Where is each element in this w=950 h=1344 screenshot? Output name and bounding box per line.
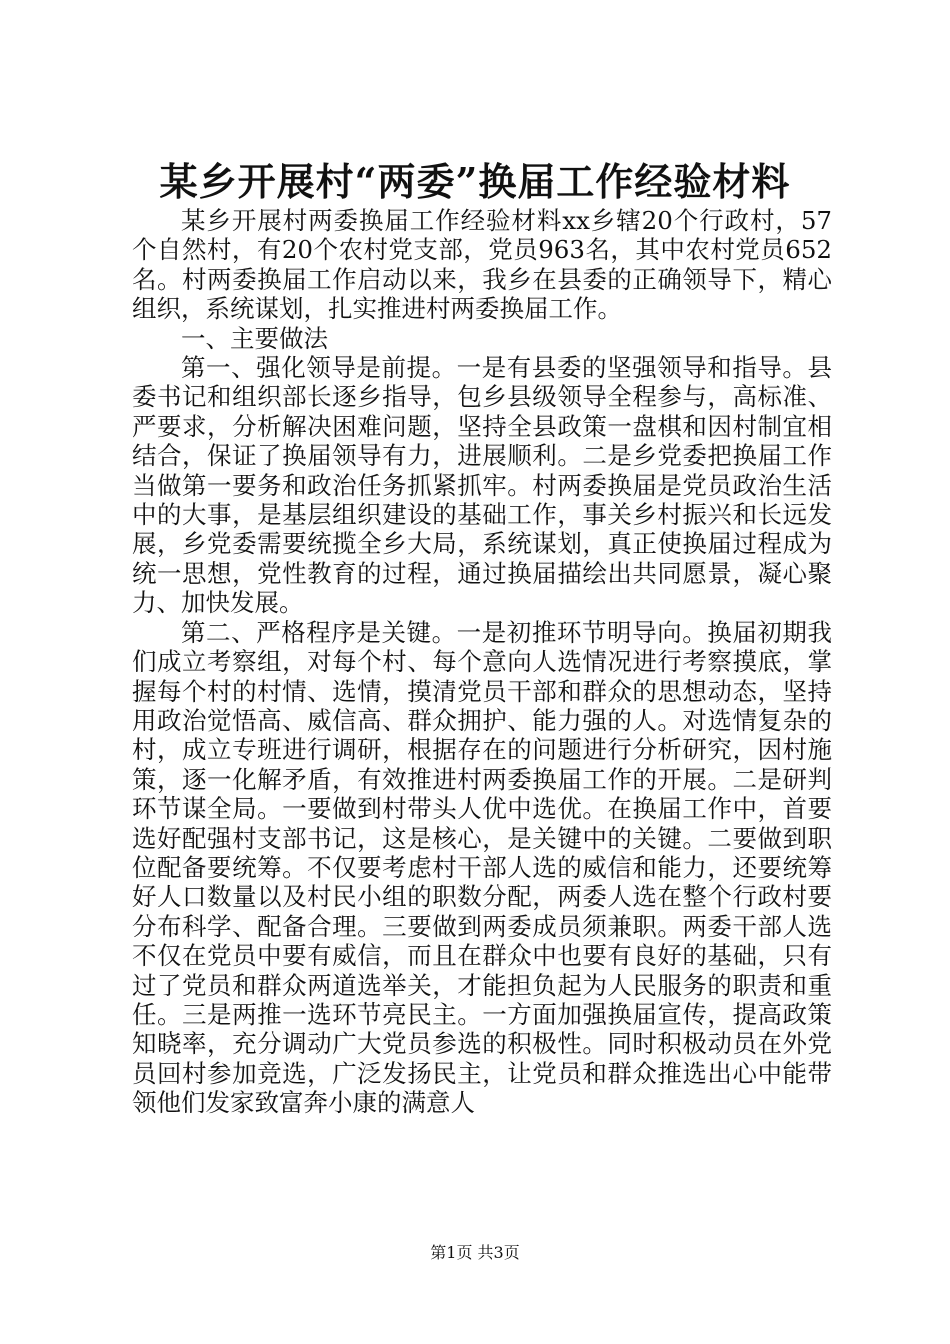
paragraph-strengthen-leadership: 第一、强化领导是前提。一是有县委的坚强领导和指导。县委书记和组织部长逐乡指导，包乡县级领导全程参与，高标准、严要求，分析解决困难问题，坚持全县政策一盘棋和因村制宜相结合，保证了换届领导有力，进展顺利。二是乡党委把换届工作当做第一要务和政治任务抓紧抓牢。村两委换届是党员政治生活中的大事，是基层组织建设的基础工作，事关乡村振兴和长远发展，乡党委需要统揽全乡大局，系统谋划，真正使换届过程成为统一思想，党性教育的过程，通过换届描绘出共同愿景，凝心聚力、加快发展。 xyxy=(132,353,832,618)
intro-paragraph: 某乡开展村两委换届工作经验材料xx乡辖20个行政村，57个自然村，有20个农村党支部，党员963名，其中农村党员652名。村两委换届工作启动以来，我乡在县委的正确领导下，精心组织，系统谋划，扎实推进村两委换届工作。 xyxy=(132,206,832,324)
page-number-footer: 第1页 共3页 xyxy=(430,1243,520,1262)
document-body xyxy=(132,206,832,1118)
section-heading-main-practices: 一、主要做法 xyxy=(181,323,328,353)
paragraph-strict-procedure: 第二、严格程序是关键。一是初推环节明导向。换届初期我们成立考察组，对每个村、每个意向人选情况进行考察摸底，掌握每个村的村情、选情，摸清党员干部和群众的思想动态，坚持用政治觉悟高、威信高、群众拥护、能力强的人。对选情复杂的村，成立专班进行调研，根据存在的问题进行分析研究，因村施策，逐一化解矛盾，有效推进村两委换届工作的开展。二是研判环节谋全局。一要做到村带头人优中选优。在换届工作中，首要选好配强村支部书记，这是核心，是关键中的关键。二要做到职位配备要统筹。不仅要考虑村干部人选的威信和能力，还要统筹好人口数量以及村民小组的职数分配，两委人选在整个行政村要分布科学、配备合理。三要做到两委成员须兼职。两委干部人选不仅在党员中要有威信，而且在群众中也要有良好的基础，只有过了党员和群众两道选举关，才能担负起为人民服务的职责和重任。三是两推一选环节亮民主。一方面加强换届宣传，提高政策知晓率，充分调动广大党员参选的积极性。同时积极动员在外党员回村参加竞选，广泛发扬民主，让党员和群众推选出心中能带领他们发家致富奔小康的满意人 xyxy=(132,617,832,1118)
document-title: 某乡开展村“两委”换届工作经验材料 xyxy=(159,159,791,204)
